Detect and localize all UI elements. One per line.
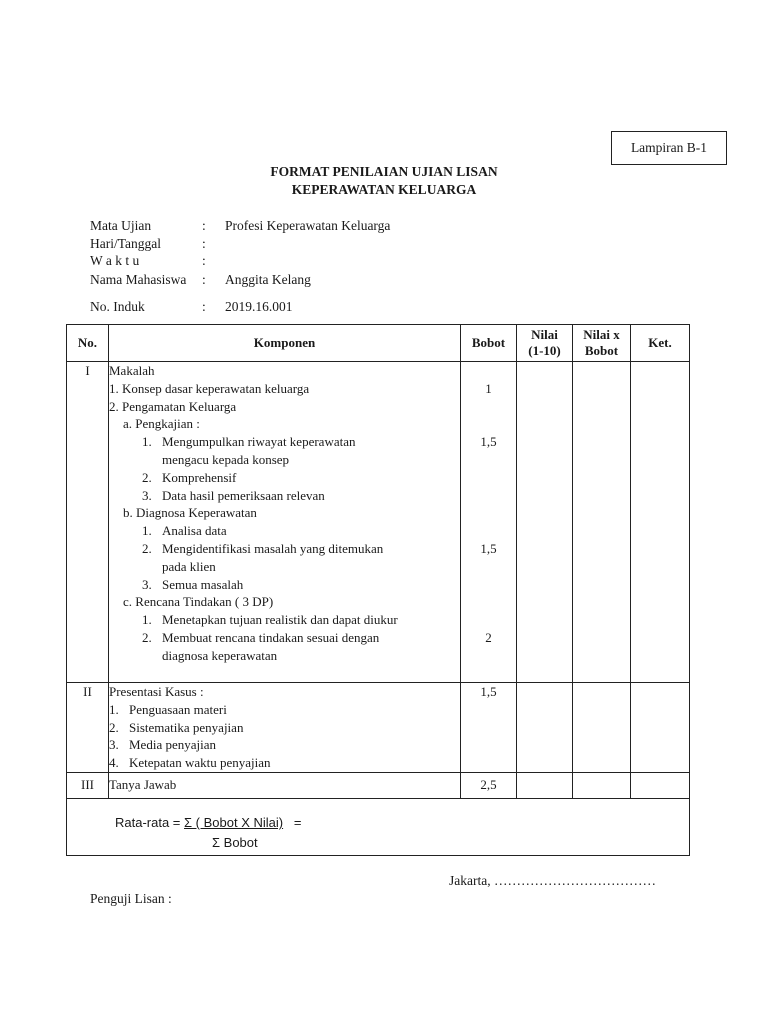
formula-numerator: Σ ( Bobot X Nilai) <box>184 815 284 830</box>
komponen-cell <box>109 773 461 799</box>
item-text: Menetapkan tujuan realistik dan dapat diukur <box>162 612 398 628</box>
nilai-x-bobot-cell[interactable] <box>573 362 631 683</box>
komponen-line <box>109 576 460 594</box>
item-number: 4. <box>109 755 119 771</box>
bobot-cell <box>461 683 517 773</box>
item-text: Penguasaan materi <box>129 701 227 717</box>
ket-cell[interactable] <box>631 683 690 773</box>
komponen-line <box>109 629 460 647</box>
bobot-value <box>461 415 516 433</box>
item-text: diagnosa keperawatan <box>162 647 278 663</box>
bobot-value <box>461 504 516 522</box>
info-colon: : <box>202 236 206 251</box>
komponen-cell <box>109 362 461 683</box>
item-number: 3. <box>109 737 119 753</box>
table-row <box>67 362 690 683</box>
komponen-line: 2. Pengamatan Keluarga <box>109 398 237 414</box>
bobot-value <box>461 398 516 416</box>
item-text: Data hasil pemeriksaan relevan <box>162 487 325 503</box>
item-number: 2. <box>109 719 119 735</box>
section-no-cell <box>67 362 109 683</box>
komponen-line <box>109 522 460 540</box>
info-label: Hari/Tanggal <box>90 236 162 251</box>
header-bobot: Bobot <box>461 325 517 362</box>
bobot-value <box>461 522 516 540</box>
bobot-cell <box>461 362 517 683</box>
item-number: 1. <box>109 701 119 717</box>
header-nilai-line1: Nilai <box>531 327 558 342</box>
komponen-line <box>109 469 460 487</box>
header-nilai-bobot-line2: Bobot <box>584 343 619 358</box>
komponen-line <box>109 540 460 558</box>
header-komponen: Komponen <box>109 325 461 362</box>
penguji-label: Penguji Lisan : <box>90 891 172 906</box>
formula-row <box>67 799 690 856</box>
komponen-line: 1. Konsep dasar keperawatan keluarga <box>109 380 310 396</box>
info-label: W a k t u <box>90 253 140 268</box>
bobot-value <box>461 593 516 611</box>
info-label: Nama Mahasiswa <box>90 272 187 287</box>
formula-denominator: Σ Bobot <box>212 835 258 850</box>
item-number: 1. <box>142 434 152 450</box>
info-colon: : <box>202 253 206 268</box>
item-text: pada klien <box>162 558 216 574</box>
section-no-cell <box>67 773 109 799</box>
komponen-line <box>109 433 460 451</box>
item-text: Mengidentifikasi masalah yang ditemukan <box>162 540 384 556</box>
document-title-line1: FORMAT PENILAIAN UJIAN LISAN <box>270 164 498 179</box>
nilai-x-bobot-cell[interactable] <box>573 683 631 773</box>
place-date-line: Jakarta, ……………………………… <box>449 873 656 888</box>
section-no: II <box>83 684 92 699</box>
nilai-cell[interactable] <box>517 362 573 683</box>
bobot-value <box>461 647 516 665</box>
komponen-cell <box>109 683 461 773</box>
formula-prefix: Rata-rata = <box>115 815 185 830</box>
lampiran-box <box>611 131 727 165</box>
item-text: Membuat rencana tindakan sesuai dengan <box>162 629 380 645</box>
section-no-cell <box>67 683 109 773</box>
section-no: III <box>81 777 94 792</box>
nilai-cell[interactable] <box>517 773 573 799</box>
item-text: Ketepatan waktu penyajian <box>129 755 271 771</box>
komponen-line <box>109 647 460 665</box>
komponen-line: Presentasi Kasus : <box>109 684 204 699</box>
item-text: Mengumpulkan riwayat keperawatan <box>162 434 356 450</box>
bobot-value <box>461 487 516 505</box>
header-nilai-bobot-line1: Nilai x <box>583 327 620 342</box>
bobot-value: 1,5 <box>480 684 497 699</box>
formula-suffix: = <box>283 815 302 830</box>
bobot-cell <box>461 773 517 799</box>
ket-cell[interactable] <box>631 362 690 683</box>
komponen-line: b. Diagnosa Keperawatan <box>123 505 257 521</box>
rata-rata-formula <box>115 815 302 830</box>
komponen-line: Makalah <box>109 363 155 378</box>
item-text: Media penyajian <box>129 737 216 753</box>
info-label: Mata Ujian <box>90 218 152 233</box>
item-text: Komprehensif <box>162 469 237 485</box>
bobot-value <box>461 451 516 469</box>
lampiran-label: Lampiran B-1 <box>630 140 708 155</box>
item-number: 2. <box>142 540 152 556</box>
ket-cell[interactable] <box>631 773 690 799</box>
info-label: No. Induk <box>90 299 145 314</box>
bobot-value: 2 <box>485 629 492 645</box>
info-colon: : <box>202 218 206 233</box>
item-number: 3. <box>142 487 152 503</box>
komponen-line: a. Pengkajian : <box>123 416 200 432</box>
item-text: mengacu kepada konsep <box>162 451 290 467</box>
nilai-x-bobot-cell[interactable] <box>573 773 631 799</box>
komponen-line <box>109 487 460 505</box>
komponen-line: c. Rencana Tindakan ( 3 DP) <box>123 594 274 610</box>
info-value: Anggita Kelang <box>225 272 311 287</box>
header-ket: Ket. <box>631 325 690 362</box>
item-number: 2. <box>142 469 152 485</box>
document-title-line2: KEPERAWATAN KELUARGA <box>291 182 477 197</box>
bobot-value: 2,5 <box>480 777 497 792</box>
item-text: Semua masalah <box>162 576 244 592</box>
bobot-value: 1,5 <box>480 434 497 450</box>
komponen-line: Tanya Jawab <box>109 777 177 792</box>
item-number: 2. <box>142 629 152 645</box>
info-value: Profesi Keperawatan Keluarga <box>225 218 391 233</box>
table-header-row <box>67 325 690 362</box>
info-value: 2019.16.001 <box>225 299 293 314</box>
table-row <box>67 683 690 773</box>
komponen-line <box>109 611 460 629</box>
bobot-value: 1 <box>485 380 492 396</box>
komponen-line <box>109 701 460 719</box>
header-nilai-x-bobot <box>573 325 631 362</box>
komponen-line <box>109 558 460 576</box>
header-no: No. <box>67 325 109 362</box>
section-no: I <box>85 363 90 378</box>
item-number: 3. <box>142 576 152 592</box>
nilai-cell[interactable] <box>517 683 573 773</box>
item-text: Analisa data <box>162 523 227 539</box>
bobot-value <box>461 362 516 380</box>
formula-cell <box>67 799 690 856</box>
item-number: 1. <box>142 612 152 628</box>
komponen-line <box>109 719 460 737</box>
item-text: Sistematika penyajian <box>129 719 244 735</box>
bobot-value <box>461 558 516 576</box>
komponen-line <box>109 451 460 469</box>
assessment-table <box>66 324 690 856</box>
header-nilai <box>517 325 573 362</box>
item-number: 1. <box>142 523 152 539</box>
table-row <box>67 773 690 799</box>
info-colon: : <box>202 299 206 314</box>
komponen-line <box>109 754 460 772</box>
bobot-value <box>461 469 516 487</box>
bobot-value <box>461 576 516 594</box>
info-colon: : <box>202 272 206 287</box>
bobot-value <box>461 611 516 629</box>
bobot-value: 1,5 <box>480 540 497 556</box>
komponen-line <box>109 736 460 754</box>
header-nilai-line2: (1-10) <box>528 343 561 358</box>
